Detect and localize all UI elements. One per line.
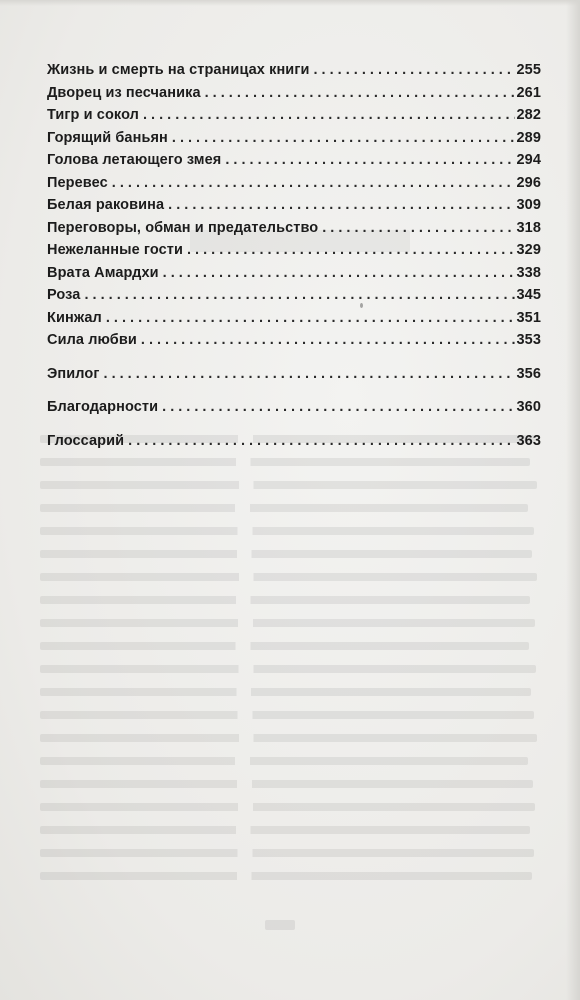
toc-entry-title: Горящий баньян <box>47 129 168 146</box>
toc-entry-title: Кинжал <box>47 309 102 326</box>
toc-entry-page: 318 <box>516 219 541 236</box>
toc-entry-page: 261 <box>516 84 541 101</box>
toc-dot-leader <box>84 287 514 303</box>
toc-entry-page: 309 <box>516 197 541 213</box>
toc-dot-leader <box>104 366 515 382</box>
toc-entry-title: Перевес <box>47 174 108 191</box>
page-binding-shadow <box>566 0 580 1000</box>
toc-entry <box>47 152 541 175</box>
toc-dot-leader <box>225 152 514 168</box>
toc-entry-page: 345 <box>516 287 541 303</box>
toc-entry-title: Белая раковина <box>47 197 165 213</box>
toc-entry-page: 289 <box>516 129 541 146</box>
toc-dot-leader <box>205 85 515 101</box>
toc-entry-page: 296 <box>516 174 541 191</box>
toc-entry-page: 353 <box>516 332 541 348</box>
toc-entry-page: 360 <box>516 399 541 415</box>
toc-entry-page: 338 <box>516 264 541 281</box>
toc-entry <box>47 310 541 333</box>
toc-entry-page: 294 <box>516 152 541 168</box>
toc-entry <box>47 332 541 355</box>
toc-entry-title: Благодарности <box>47 399 159 415</box>
toc-dot-leader <box>141 332 515 348</box>
toc-entry <box>47 62 541 85</box>
toc-entry <box>47 265 541 288</box>
toc-dot-leader <box>162 399 514 415</box>
toc-dot-leader <box>112 175 515 191</box>
toc-dot-leader <box>313 62 514 78</box>
toc-dot-leader <box>128 433 514 449</box>
toc-entry-title: Эпилог <box>47 365 100 382</box>
toc-entry-title: Дворец из песчаника <box>47 84 201 101</box>
toc-entry <box>47 220 541 243</box>
page-top-shadow <box>0 0 580 6</box>
toc-entry-title: Голова летающего змея <box>47 152 222 168</box>
toc-entry-title: Жизнь и смерть на страницах книги <box>47 62 310 78</box>
toc-entry <box>47 197 541 220</box>
toc-dot-leader <box>172 130 515 146</box>
toc-entry <box>47 107 541 130</box>
toc-entry-page: 255 <box>516 62 541 78</box>
toc-entry <box>47 287 541 310</box>
toc-entry <box>47 433 541 456</box>
toc-entry <box>47 242 541 265</box>
toc-entry <box>47 130 541 153</box>
toc-entry <box>47 399 541 422</box>
toc-entry <box>47 366 541 389</box>
toc-entry-title: Сила любви <box>47 332 137 348</box>
toc-entry-title: Тигр и сокол <box>47 107 139 123</box>
toc-entry <box>47 85 541 108</box>
toc-dot-leader <box>143 107 515 123</box>
toc-entry-page: 329 <box>516 242 541 258</box>
toc-dot-leader <box>168 197 514 213</box>
toc-entry <box>47 175 541 198</box>
toc-entry-title: Роза <box>47 287 81 303</box>
toc-entry-page: 351 <box>516 309 541 326</box>
toc-entry-title: Глоссарий <box>47 432 125 449</box>
toc-dot-leader <box>106 310 515 326</box>
toc-entry-page: 282 <box>516 107 541 123</box>
toc-dot-leader <box>187 242 515 258</box>
toc-dot-leader <box>322 220 514 236</box>
toc-entry-title: Переговоры, обман и предательство <box>47 219 319 236</box>
toc-entry-title: Врата Амардхи <box>47 264 159 281</box>
table-of-contents <box>47 62 541 455</box>
toc-entry-page: 363 <box>516 432 541 449</box>
toc-entry-title: Нежеланные гости <box>47 242 183 258</box>
toc-entry-page: 356 <box>516 365 541 382</box>
toc-dot-leader <box>163 265 515 281</box>
